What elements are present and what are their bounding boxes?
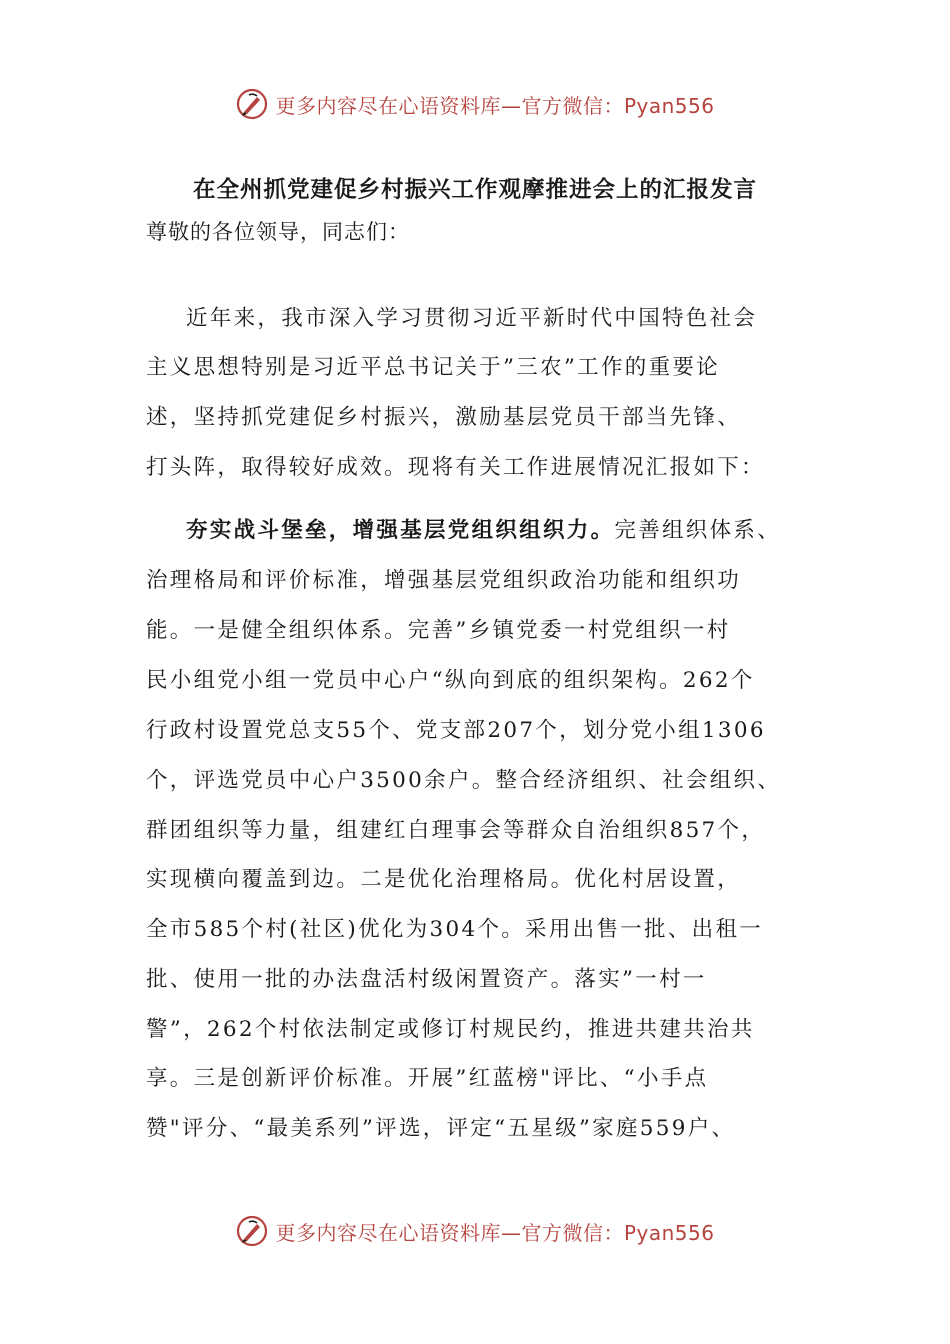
watermark-banner-bottom [0,1211,950,1251]
pen-logo-icon [235,1214,269,1248]
section-line: 个，评选党员中心户3500余户。整合经济组织、社会组织、 [146,768,782,793]
watermark-content [235,1214,714,1248]
section-line: 群团组织等力量，组建红白理事会等群众自治组织857个， [146,818,766,843]
watermark-text: 更多内容尽在心语资料库—官方微信：Pyan556 [275,1220,715,1245]
paragraph-line: 主义思想特别是习近平总书记关于”三农”工作的重要论 [146,355,720,380]
section-line: 赞"评分、“最美系列”评选，评定“五星级”家庭559户、 [146,1116,736,1141]
section-line: 实现横向覆盖到边。二是优化治理格局。优化村居设置， [146,867,742,892]
watermark-banner-top [0,84,950,124]
section-line: 批、使用一批的办法盘活村级闲置资产。落实”一村一 [146,967,707,992]
paragraph-line: 述，坚持抓党建促乡村振兴，激励基层党员干部当先锋、 [146,405,742,430]
salutation: 尊敬的各位领导，同志们： [146,220,410,244]
section-line: 能。一是健全组织体系。完善”乡镇党委一村党组织一村 [146,618,731,643]
section-line: 民小组党小组一党员中心户“纵向到底的组织架构。262个 [146,668,755,693]
document-title: 在全州抓党建促乡村振兴工作观摩推进会上的汇报发言 [192,177,757,203]
pen-logo-icon [235,87,269,121]
paragraph-line: 近年来，我市深入学习贯彻习近平新时代中国特色社会 [186,306,758,331]
section-heading: 夯实战斗堡垒，增强基层党组织组织力。 [186,518,615,543]
watermark-content [235,87,714,121]
section-line: 警”，262个村依法制定或修订村规民约，推进共建共治共 [146,1017,755,1042]
section-line: 全市585个村(社区)优化为304个。采用出售一批、出租一 [146,917,764,942]
section-line: 享。三是创新评价标准。开展”红蓝榜"评比、“小手点 [146,1066,709,1091]
section-first-line-rest: 完善组织体系、 [614,518,782,543]
section-line: 治理格局和评价标准，增强基层党组织政治功能和组织功 [146,568,742,593]
section-first-line [186,513,781,549]
paragraph-line: 打头阵，取得较好成效。现将有关工作进展情况汇报如下： [146,455,765,480]
watermark-text: 更多内容尽在心语资料库—官方微信：Pyan556 [275,93,715,118]
section-line: 行政村设置党总支55个、党支部207个，划分党小组1306 [146,718,766,743]
